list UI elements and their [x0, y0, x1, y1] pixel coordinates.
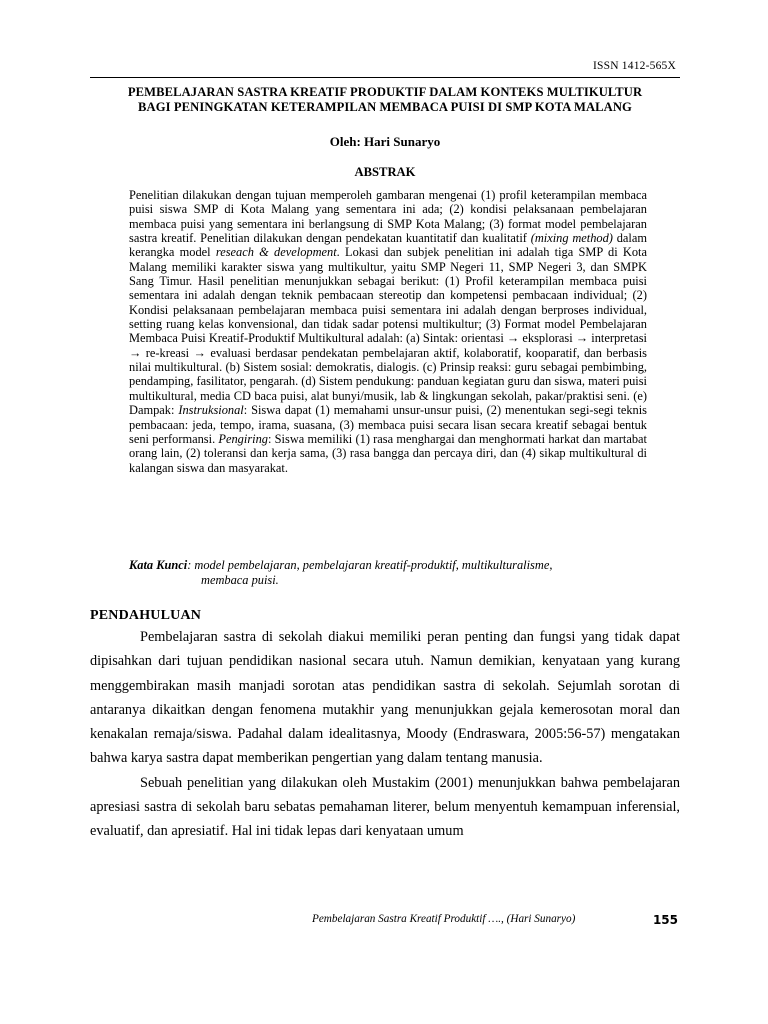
page-number: 155 [652, 913, 678, 927]
keywords-line-1: : model pembelajaran, pembelajaran kreatif-produktif, multikulturalisme, [187, 558, 553, 572]
body-text [90, 625, 680, 844]
keywords [129, 558, 629, 588]
article-title [90, 85, 680, 115]
abstract-mixing-method: (mixing method) [530, 231, 613, 246]
abstract-text [129, 188, 647, 475]
header-rule [90, 77, 680, 78]
author-byline: Oleh: Hari Sunaryo [329, 134, 441, 149]
section-heading: PENDAHULUAN [90, 608, 202, 623]
abstract-reseach-development: reseach & development [215, 245, 337, 260]
title-line-2: BAGI PENINGKATAN KETERAMPILAN MEMBACA PUISI DI SMP KOTA MALANG [138, 100, 632, 114]
abstract-part-2: dalam kerangka model [129, 231, 647, 260]
title-line-1: PEMBELAJARAN SASTRA KREATIF PRODUKTIF DALAM KONTEKS MULTIKULTUR [127, 85, 643, 99]
issn-number: ISSN 1412-565X [593, 60, 676, 72]
keywords-label: Kata Kunci [129, 558, 188, 572]
abstract-part-3: . Lokasi dan subjek penelitian ini adalah tiga SMP di Kota Malang memiliki karakter siswa yang multikultur, yaitu SMP Negeri 11, SMP Negeri 3, dan SMPK Sang Timur. Hasil penelitian menunjukkan sebagai berikut: (1) Profil keterampilan membaca puisi sementara ini adalah dengan teknik pembacaan stereotip dan kompetensi pembacaan individual; (2) Kondisi pelaksanaan pembelajaran membaca puisi sementara ini adalah dengan berproses individual, setting ruang kelas konvensional, dan tidak sadar potensi multikultur; (3) Format model Pembelajaran Membaca Puisi Kreatif-Produktif Multikultural adalah: (a) Sintak: orientasi → eksplorasi → interpretasi → re-kreasi → evaluasi berdasar pendekatan pembelajaran aktif, kolaboratif, kooparatif, dan berbasis nilai multikultural. (b) Sistem sosial: demokratis, dialogis. (c) Prinsip reaksi: guru sebagai pembimbing, pendamping, fasilitator, pengarah. (d) Sistem pendukung: panduan kegiatan guru dan siswa, materi puisi multikultural, media CD baca puisi, alat bunyi/musik, lab & lingkungan sekolah, pakar/praktisi seni. (e) Dampak: [129, 245, 647, 418]
abstract-heading: ABSTRAK [354, 165, 416, 179]
keywords-line-2: membaca puisi. [201, 573, 279, 587]
abstract-part-4: : Siswa dapat (1) memahami unsur-unsur puisi, (2) menentukan segi-segi teknis pembacaan: jeda, tempo, irama, suasana, (3) membaca puisi secara lisan secara kreatif sebagai bentuk seni performansi. [129, 403, 647, 446]
abstract-part-5: : Siswa memiliki (1) rasa menghargai dan menghormati harkat dan martabat orang lain, (2) toleransi dan kerja sama, (3) rasa bangga dan percaya diri, dan (4) sikap multikultural di kalangan siswa dan masyarakat. [129, 431, 647, 475]
abstract-instruksional: Instruksional [178, 403, 244, 418]
abstract-pengiring: Pengiring [218, 431, 268, 446]
abstract-part-1: Penelitian dilakukan dengan tujuan memperoleh gambaran mengenai (1) profil keterampilan membaca puisi siswa SMP di Kota Malang yang sementara ini ada; (2) kondisi pelaksanaan pembelajaran membaca puisi yang sementara ini berlangsung di SMP Kota Malang; (3) format model pembelajaran sastra kreatif. Penelitian dilakukan dengan pendekatan kuantitatif dan kualitatif [129, 188, 647, 246]
body-paragraph: Pembelajaran sastra di sekolah diakui memiliki peran penting dan fungsi yang tidak dapat dipisahkan dari tujuan pendidikan nasional secara utuh. Namun demikian, kenyataan yang kurang menggembirakan masih manjadi sorotan atas pendidikan sastra di sekolah. Sejumlah sorotan di antaranya dikaitkan dengan fenomena mutakhir yang menunjukkan gejala kemerosotan moral dan kenakalan remaja/siswa. Padahal dalam idealitasnya, Moody (Endraswara, 2005:56-57) mengatakan bahwa karya sastra dapat memberikan pengertian yang dalam tentang manusia. [90, 629, 680, 767]
running-footer: Pembelajaran Sastra Kreatif Produktif …., (Hari Sunaryo) [312, 913, 576, 925]
body-paragraph: Sebuah penelitian yang dilakukan oleh Mustakim (2001) menunjukkan bahwa pembelajaran apresiasi sastra di sekolah baru sebatas pemahaman literer, belum menyentuh kemampuan inferensial, evaluatif, dan apresiatif. Hal ini tidak lepas dari kenyataan umum [90, 774, 680, 840]
